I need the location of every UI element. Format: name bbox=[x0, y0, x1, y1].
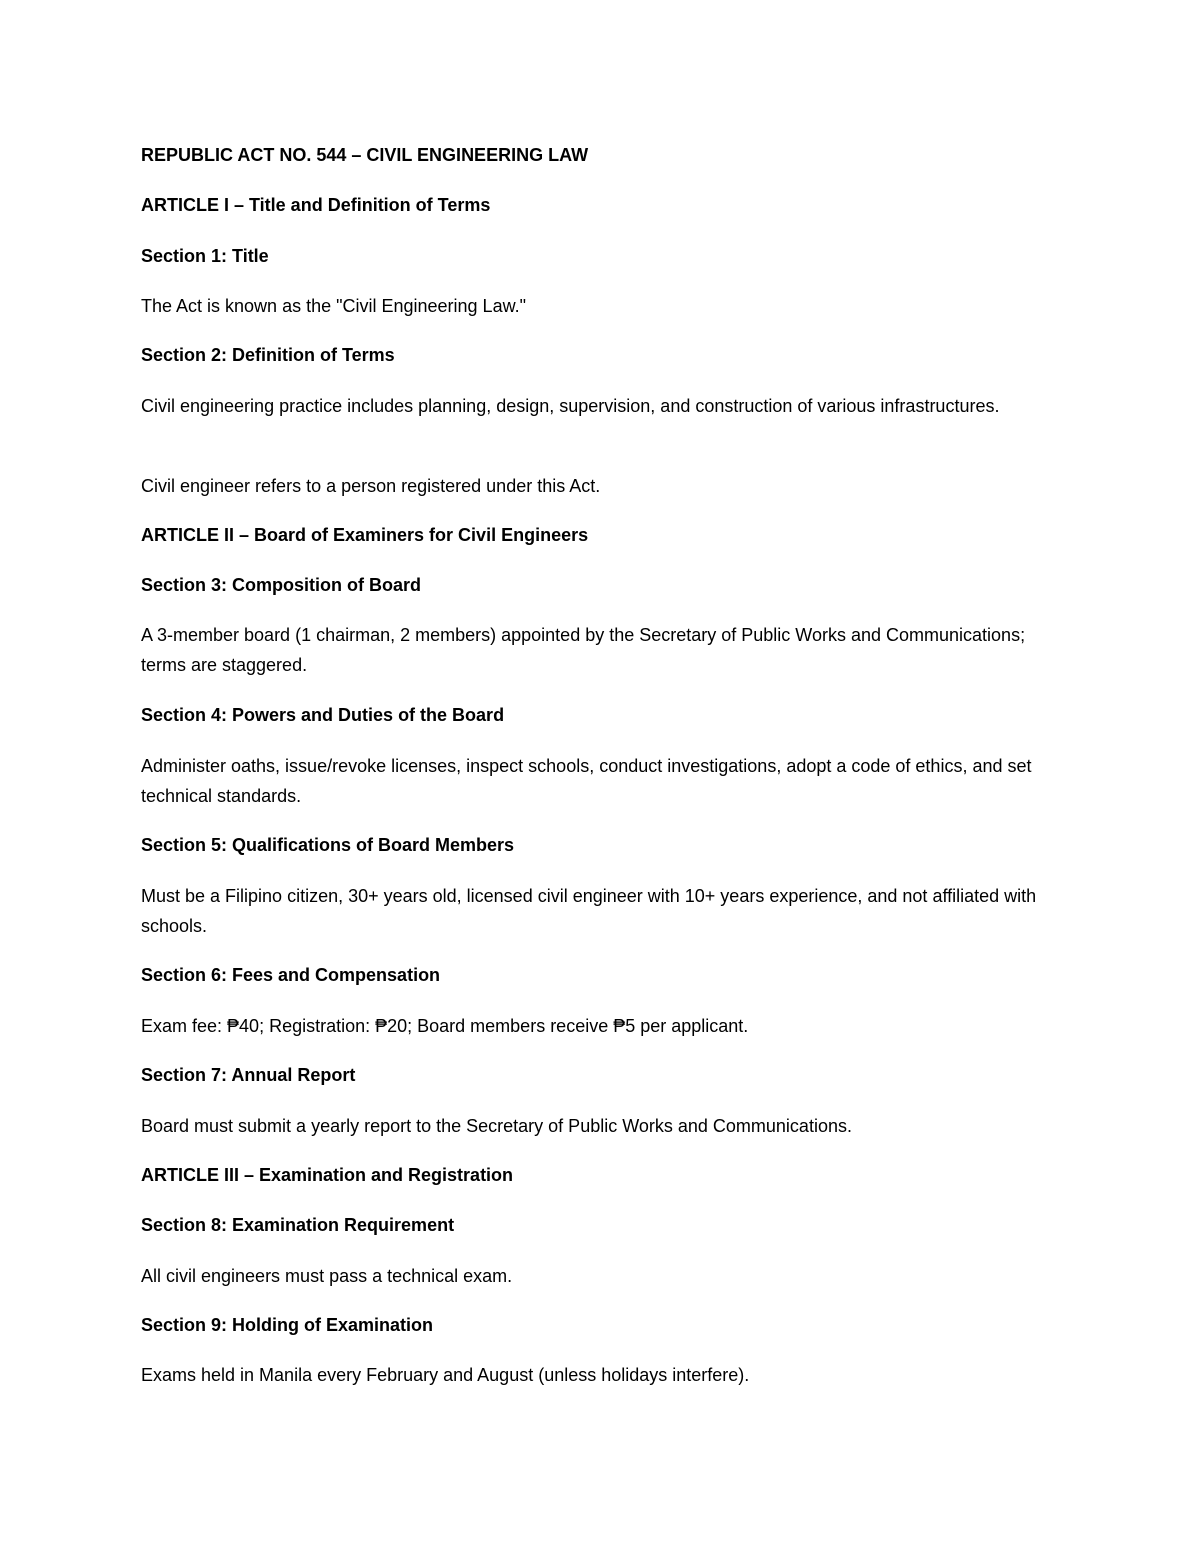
section-1-text: The Act is known as the "Civil Engineering Law." bbox=[141, 296, 526, 316]
section-3-text: A 3-member board (1 chairman, 2 members) appointed by the Secretary of Public Works and Communications; terms are staggered. bbox=[141, 625, 1026, 675]
section-7-heading: Section 7: Annual Report bbox=[141, 1065, 356, 1085]
section-7-text: Board must submit a yearly report to the Secretary of Public Works and Communications. bbox=[141, 1116, 852, 1136]
section-9-text: Exams held in Manila every February and August (unless holidays interfere). bbox=[141, 1365, 750, 1385]
document-title: REPUBLIC ACT NO. 544 – CIVIL ENGINEERING LAW bbox=[141, 145, 589, 165]
document-page bbox=[141, 0, 1061, 1553]
section-6-text: Exam fee: ₱40; Registration: ₱20; Board members receive ₱5 per applicant. bbox=[141, 1016, 749, 1036]
article-2-heading: ARTICLE II – Board of Examiners for Civil Engineers bbox=[141, 525, 589, 545]
section-4-heading: Section 4: Powers and Duties of the Board bbox=[141, 705, 505, 725]
article-3-heading: ARTICLE III – Examination and Registration bbox=[141, 1165, 514, 1185]
section-5-text: Must be a Filipino citizen, 30+ years old, licensed civil engineer with 10+ years experience, and not affiliated with schools. bbox=[141, 886, 1037, 936]
section-2-text-a: Civil engineering practice includes planning, design, supervision, and construction of various infrastructures. bbox=[141, 396, 1000, 416]
section-8-text: All civil engineers must pass a technical exam. bbox=[141, 1266, 513, 1286]
section-6-heading: Section 6: Fees and Compensation bbox=[141, 965, 441, 985]
section-4-text: Administer oaths, issue/revoke licenses, inspect schools, conduct investigations, adopt a code of ethics, and set technical standards. bbox=[141, 756, 1032, 806]
article-1-heading: ARTICLE I – Title and Definition of Terms bbox=[141, 195, 491, 215]
section-8-heading: Section 8: Examination Requirement bbox=[141, 1215, 455, 1235]
section-1-heading: Section 1: Title bbox=[141, 246, 269, 266]
section-2-text-b: Civil engineer refers to a person registered under this Act. bbox=[141, 476, 601, 496]
section-3-heading: Section 3: Composition of Board bbox=[141, 575, 422, 595]
section-2-heading: Section 2: Definition of Terms bbox=[141, 345, 395, 365]
section-5-heading: Section 5: Qualifications of Board Members bbox=[141, 835, 515, 855]
section-9-heading: Section 9: Holding of Examination bbox=[141, 1315, 434, 1335]
